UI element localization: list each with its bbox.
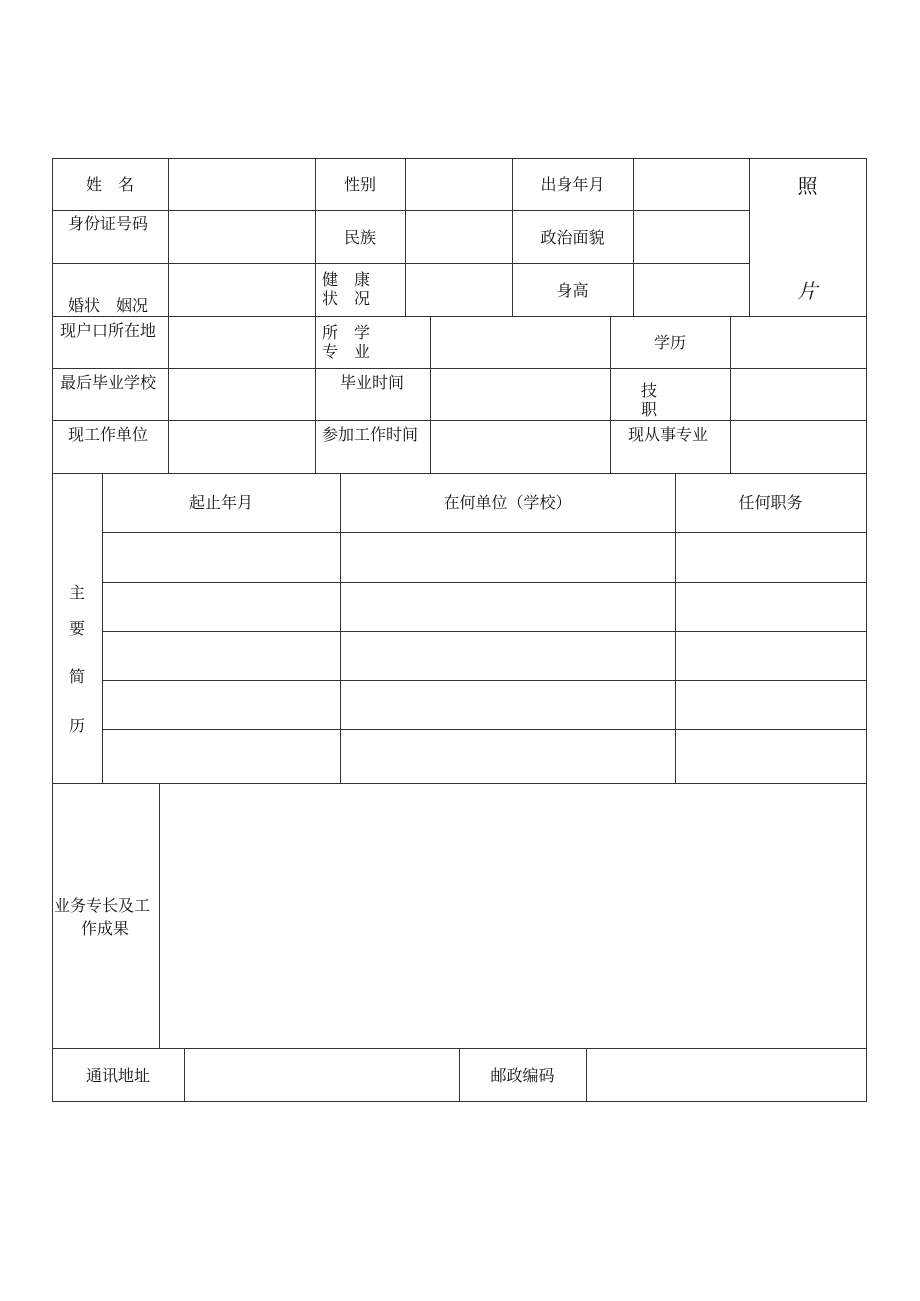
resume-position-cell[interactable]	[676, 730, 866, 783]
expertise-label-line2: 作成果	[81, 919, 130, 938]
resume-side-char: 历	[68, 716, 85, 735]
title-label-line1: 技	[641, 381, 658, 400]
hukou-field[interactable]	[169, 317, 315, 368]
gradtime-label: 毕业时间	[340, 373, 405, 392]
resume-period-cell[interactable]	[103, 632, 340, 680]
resume-period-cell[interactable]	[103, 583, 340, 631]
resume-col-position: 任何职务	[738, 493, 803, 512]
marriage-field[interactable]	[169, 264, 315, 316]
height-label: 身高	[556, 281, 589, 300]
currentfield-label: 现从事专业	[628, 425, 709, 444]
expertise-label-line1: 业务专长及工	[54, 896, 151, 915]
id-label: 身份证号码	[68, 214, 149, 233]
address-field[interactable]	[185, 1049, 459, 1101]
worktime-field[interactable]	[431, 421, 610, 473]
worktime-label: 参加工作时间	[322, 425, 419, 444]
name-field[interactable]	[169, 159, 315, 210]
resume-side-char: 主	[68, 583, 85, 602]
resume-col-period: 起止年月	[188, 493, 253, 512]
resume-position-cell[interactable]	[676, 533, 866, 582]
resume-side-char: 简	[68, 667, 85, 686]
resume-period-cell[interactable]	[103, 730, 340, 783]
title-field[interactable]	[731, 369, 866, 420]
resume-unit-cell[interactable]	[341, 533, 675, 582]
postcode-field[interactable]	[587, 1049, 866, 1101]
resume-period-cell[interactable]	[103, 681, 340, 729]
resume-col-unit: 在何单位（学校）	[443, 493, 572, 512]
title-label-line2: 职	[641, 400, 658, 419]
currentfield-field[interactable]	[731, 421, 866, 473]
workunit-field[interactable]	[169, 421, 315, 473]
workunit-label: 现工作单位	[68, 425, 149, 444]
gender-field[interactable]	[406, 159, 512, 210]
health-label-line1: 健 康	[322, 270, 371, 289]
col-line	[315, 158, 316, 473]
resume-period-cell[interactable]	[103, 533, 340, 582]
marriage-label: 婚状 姻况	[68, 296, 149, 315]
ethnicity-label: 民族	[343, 228, 376, 247]
resume-unit-cell[interactable]	[341, 632, 675, 680]
resume-unit-cell[interactable]	[341, 681, 675, 729]
name-label: 姓 名	[85, 175, 134, 194]
row-line	[52, 473, 867, 474]
border-bottom	[52, 1101, 867, 1102]
resume-position-cell[interactable]	[676, 632, 866, 680]
height-field[interactable]	[634, 264, 749, 316]
resume-side-char: 要	[68, 619, 85, 638]
hukou-label: 现户口所在地	[60, 321, 157, 340]
gender-label: 性别	[343, 175, 376, 194]
postcode-label: 邮政编码	[490, 1066, 555, 1085]
expertise-field[interactable]	[160, 784, 866, 1048]
health-label-line2: 状 况	[322, 289, 371, 308]
major-label-line2: 专 业	[322, 342, 371, 361]
major-field[interactable]	[431, 317, 610, 368]
border-right	[866, 158, 867, 1102]
resume-position-cell[interactable]	[676, 681, 866, 729]
school-label: 最后毕业学校	[60, 373, 157, 392]
ethnicity-field[interactable]	[406, 211, 512, 263]
resume-unit-cell[interactable]	[341, 730, 675, 783]
health-field[interactable]	[406, 264, 512, 316]
major-label-line1: 所 学	[322, 323, 371, 342]
id-field[interactable]	[169, 211, 315, 263]
gradtime-field[interactable]	[431, 369, 610, 420]
resume-unit-cell[interactable]	[341, 583, 675, 631]
resume-position-cell[interactable]	[676, 583, 866, 631]
education-field[interactable]	[731, 317, 866, 368]
photo-label-top: 照	[797, 174, 818, 198]
school-field[interactable]	[169, 369, 315, 420]
birth-field[interactable]	[634, 159, 749, 210]
birth-label: 出身年月	[540, 175, 605, 194]
political-label: 政治面貌	[540, 228, 605, 247]
address-label: 通讯地址	[85, 1066, 150, 1085]
political-field[interactable]	[634, 211, 749, 263]
photo-label-bottom: 片	[797, 279, 818, 303]
education-label: 学历	[653, 333, 686, 352]
